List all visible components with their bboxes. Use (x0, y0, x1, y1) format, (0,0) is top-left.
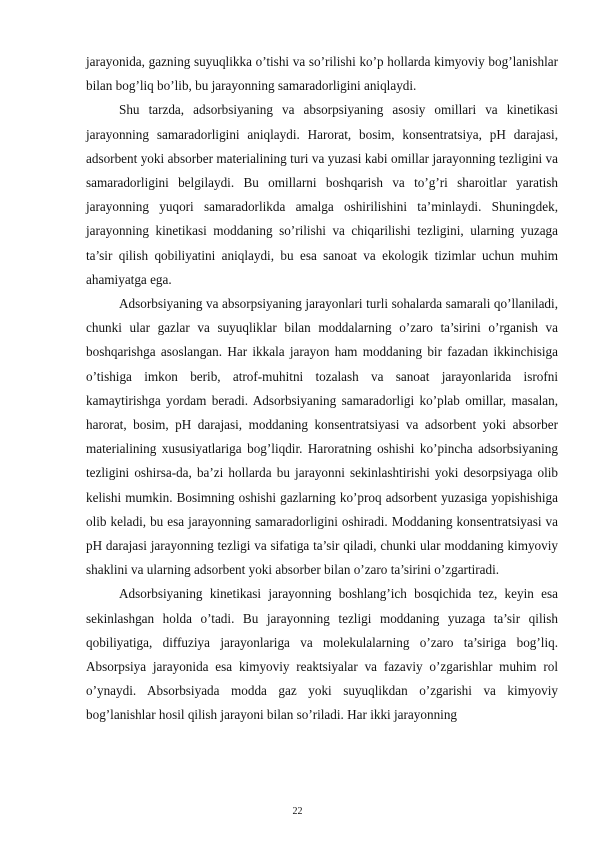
page-body (86, 50, 558, 728)
paragraph-continuation: jarayonida, gazning suyuqlikka o’tishi va so’rilishi ko’p hollarda kimyoviy bog’lanishlar bilan bog’liq bo’lib, bu jarayonning samaradorligini aniqlaydi. (86, 54, 558, 94)
paragraph-factors-kinetics: Shu tarzda, adsorbsiyaning va absorpsiyaning asosiy omillari va kinetikasi jarayonning samaradorligini aniqlaydi. Harorat, bosim, konsentratsiya, pH darajasi, adsorbent yoki absorber materialining turi va yuzasi kabi omillar jarayonning tezligini va samaradorligini belgilaydi. Bu omillarni boshqarish va to’g’ri sharoitlar yaratish jarayonning yuqori samaradorlikda amalga oshirilishini ta’minlaydi. Shuningdek, jarayonning kinetikasi moddaning so’rilishi va chiqarilishi tezligini, ularning yuzaga ta’sir qilish qobiliyatini aniqlaydi, bu esa sanoat va ekologik tizimlar uchun muhim ahamiyatga ega. (86, 102, 558, 287)
page-number: 22 (292, 806, 303, 817)
paragraph-adsorption-kinetics: Adsorbsiyaning kinetikasi jarayonning boshlang’ich bosqichida tez, keyin esa sekinlashgan holda o’tadi. Bu jarayonning tezligi moddaning yuzaga ta’sir qilish qobiliyatiga, diffuziya jarayonlariga va molekulalarning o’zaro ta’siriga bog’liq. Absorpsiya jarayonida esa kimyoviy reaktsiyalar va fazaviy o’zgarishlar muhim rol o’ynaydi. Absorbsiyada modda gaz yoki suyuqlikdan o’zgarishi va kimyoviy bog’lanishlar hosil qilish jarayoni bilan so’riladi. Har ikki jarayonning (86, 586, 558, 723)
paragraph-applications: Adsorbsiyaning va absorpsiyaning jarayonlari turli sohalarda samarali qo’llaniladi, chunki ular gazlar va suyuqliklar bilan moddalarning o’zaro ta’sirini o’rganish va boshqarishga asoslangan. Har ikkala jarayon ham moddaning bir fazadan ikkinchisiga o’tishiga imkon berib, atrof-muhitni tozalash va sanoat jarayonlarida isrofni kamaytirishga yordam beradi. Adsorbsiyaning samaradorligi ko’plab omillar, masalan, harorat, bosim, pH darajasi, moddaning konsentratsiyasi va adsorbent yoki absorber materialining xususiyatlariga bog’liqdir. Haroratning oshishi ko’pincha adsorbsiyaning tezligini oshirsa-da, ba’zi hollarda bu jarayonni sekinlashtirishi yoki desorpsiyaga olib kelishi mumkin. Bosimning oshishi gazlarning ko’proq adsorbent yuzasiga yopishishiga olib keladi, bu esa jarayonning samaradorligini oshiradi. Moddaning konsentratsiyasi va pH darajasi jarayonning tezligi va sifatiga ta’sir qiladi, chunki ular moddaning kimyoviy shaklini va ularning adsorbent yoki absorber bilan o’zaro ta’sirini o’zgartiradi. (86, 296, 558, 578)
